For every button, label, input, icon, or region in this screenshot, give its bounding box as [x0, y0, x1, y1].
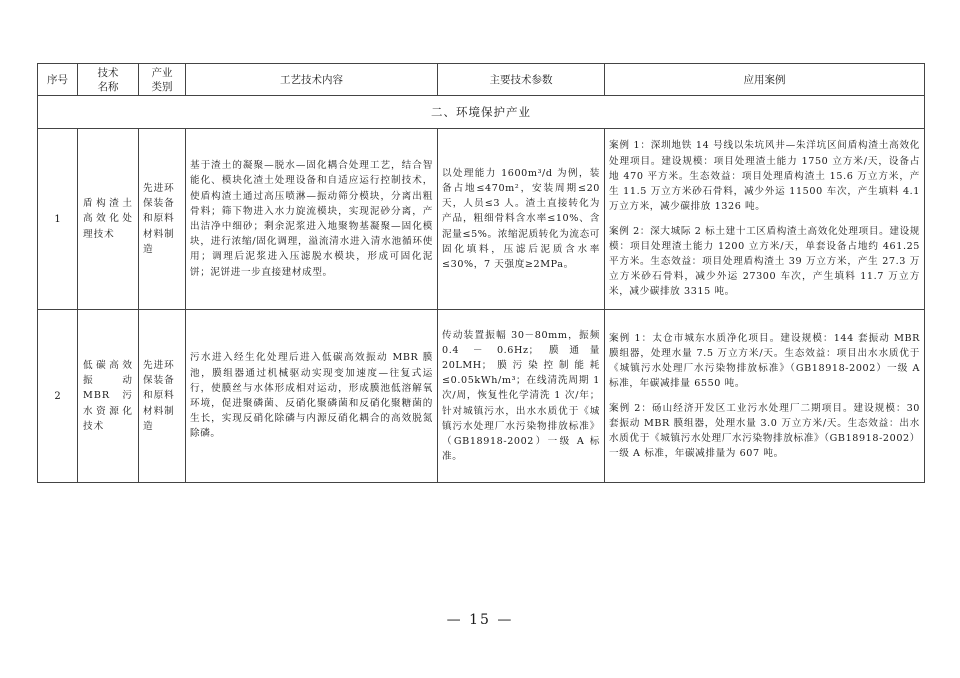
- header-industry-line2: 类别: [151, 80, 173, 93]
- case-1: 案例 1：太仓市城东水质净化项目。建设规模：144 套振动 MBR 膜组器，处理水量 7.5 万立方米/天。生态效益：项目出水水质优于《城镇污水处理厂水污染物排放标准》（GB18918-2002）一级 A 标准，年碳减排量 6550 吨。: [609, 332, 920, 390]
- table-header-row: [38, 64, 925, 96]
- case-spacer: [609, 215, 920, 224]
- case-2: 案例 2：砀山经济开发区工业污水处理厂二期项目。建设规模：30 套振动 MBR 膜组器，处理水量 3.0 万立方米/天。生态效益：出水水质优于《城镇污水处理厂水污染物排放标准》（GB18918-2002）一级 A 标准，年碳减排量为 607 吨。: [609, 402, 920, 460]
- header-params: 主要技术参数: [438, 64, 605, 96]
- table-row: [38, 129, 925, 310]
- row-process: 污水进入经生化处理后进入低碳高效振动 MBR 膜池，膜组器通过机械驱动实现变加速度—往复式运行，使膜丝与水体形成相对运动，形成膜池低溶解氧环境，促进聚磷菌、反硝化聚磷菌和反硝化聚糖菌的生长，实现反硝化除磷与内源反硝化耦合的高效脱氮除磷。: [186, 310, 438, 483]
- row-cases: [605, 310, 925, 483]
- case-2: 案例 2：深大城际 2 标土建十工区盾构渣土高效化处理项目。建设规模：项目处理渣土能力 1200 立方米/天，单套设备占地约 461.25 平方米。生态效益：项目处理盾构渣土 39 万立方米，产生 27.3 万立方米砂石骨料，减少外运 27300 车次，产生填料 11.7 万立方米，减少碳排放 3315 吨。: [609, 225, 920, 298]
- section-heading-row: [38, 96, 925, 129]
- header-tech-name-line1: 技术: [97, 66, 119, 79]
- header-industry-line1: 产业: [151, 66, 173, 79]
- row-seq: 1: [38, 129, 78, 310]
- page-number: — 15 —: [446, 612, 514, 628]
- header-tech-name: [78, 64, 139, 96]
- case-spacer: [609, 392, 920, 401]
- row-industry: 先进环保装备和原料材料制造: [139, 310, 186, 483]
- row-cases: [605, 129, 925, 310]
- row-params: 传动装置振幅 30－80mm，振频 0.4 － 0.6Hz；膜通量 20LMH；膜污染控制能耗≤0.05kWh/m³；在线清洗周期 1 次/周，恢复性化学清洗 1 次/年；针对城镇污水，出水水质优于《城镇污水处理厂水污染物排放标准》（GB18918-2002）一级 A 标准。: [438, 310, 605, 483]
- row-seq: 2: [38, 310, 78, 483]
- row-process: 基于渣土的凝聚—脱水—固化耦合处理工艺，结合智能化、模块化渣土处理设备和自适应运行控制技术，使盾构渣土通过高压喷淋—振动筛分模块，分离出粗骨料；筛下物进入水力旋流模块，实现泥砂分离，产出洁净中细砂；剩余泥浆进入地聚物基凝聚—固化模块，进行浓缩/固化调理，溢流清水进入清水池循环使用；调理后泥浆进入压滤脱水模块，形成可固化泥饼；泥饼进一步直接建材成型。: [186, 129, 438, 310]
- case-1: 案例 1：深圳地铁 14 号线以朱坑风井—朱洋坑区间盾构渣土高效化处理项目。建设规模：项目处理渣土能力 1750 立方米/天，设备占地 470 平方米。生态效益：项目处理盾构渣土 15.6 万立方米，产生 11.5 万立方米砂石骨料，减少外运 11500 车次，产生填料 4.1 万立方米，减少碳排放 1326 吨。: [609, 140, 920, 213]
- section-title: 二、环境保护产业: [38, 96, 925, 129]
- header-industry: [139, 64, 186, 96]
- header-tech-name-line2: 名称: [97, 80, 119, 93]
- row-tech-name: 盾构渣土高效化处理技术: [78, 129, 139, 310]
- header-cases: 应用案例: [605, 64, 925, 96]
- table-row: [38, 310, 925, 483]
- row-tech-name: 低碳高效振动 MBR 污水资源化技术: [78, 310, 139, 483]
- header-process: 工艺技术内容: [186, 64, 438, 96]
- row-industry: 先进环保装备和原料材料制造: [139, 129, 186, 310]
- row-params: 以处理能力 1600m³/d 为例，装备占地≤470m²，安装周期≤20 天，人员≤3 人。渣土直接转化为产品，粗细骨料含水率≤10%、含泥量≤5%。浓缩泥质转化为流态可固化填料，压滤后泥质含水率≤30%，7 天强度≥2MPa。: [438, 129, 605, 310]
- header-seq: 序号: [38, 64, 78, 96]
- technology-catalog-table: [37, 63, 925, 483]
